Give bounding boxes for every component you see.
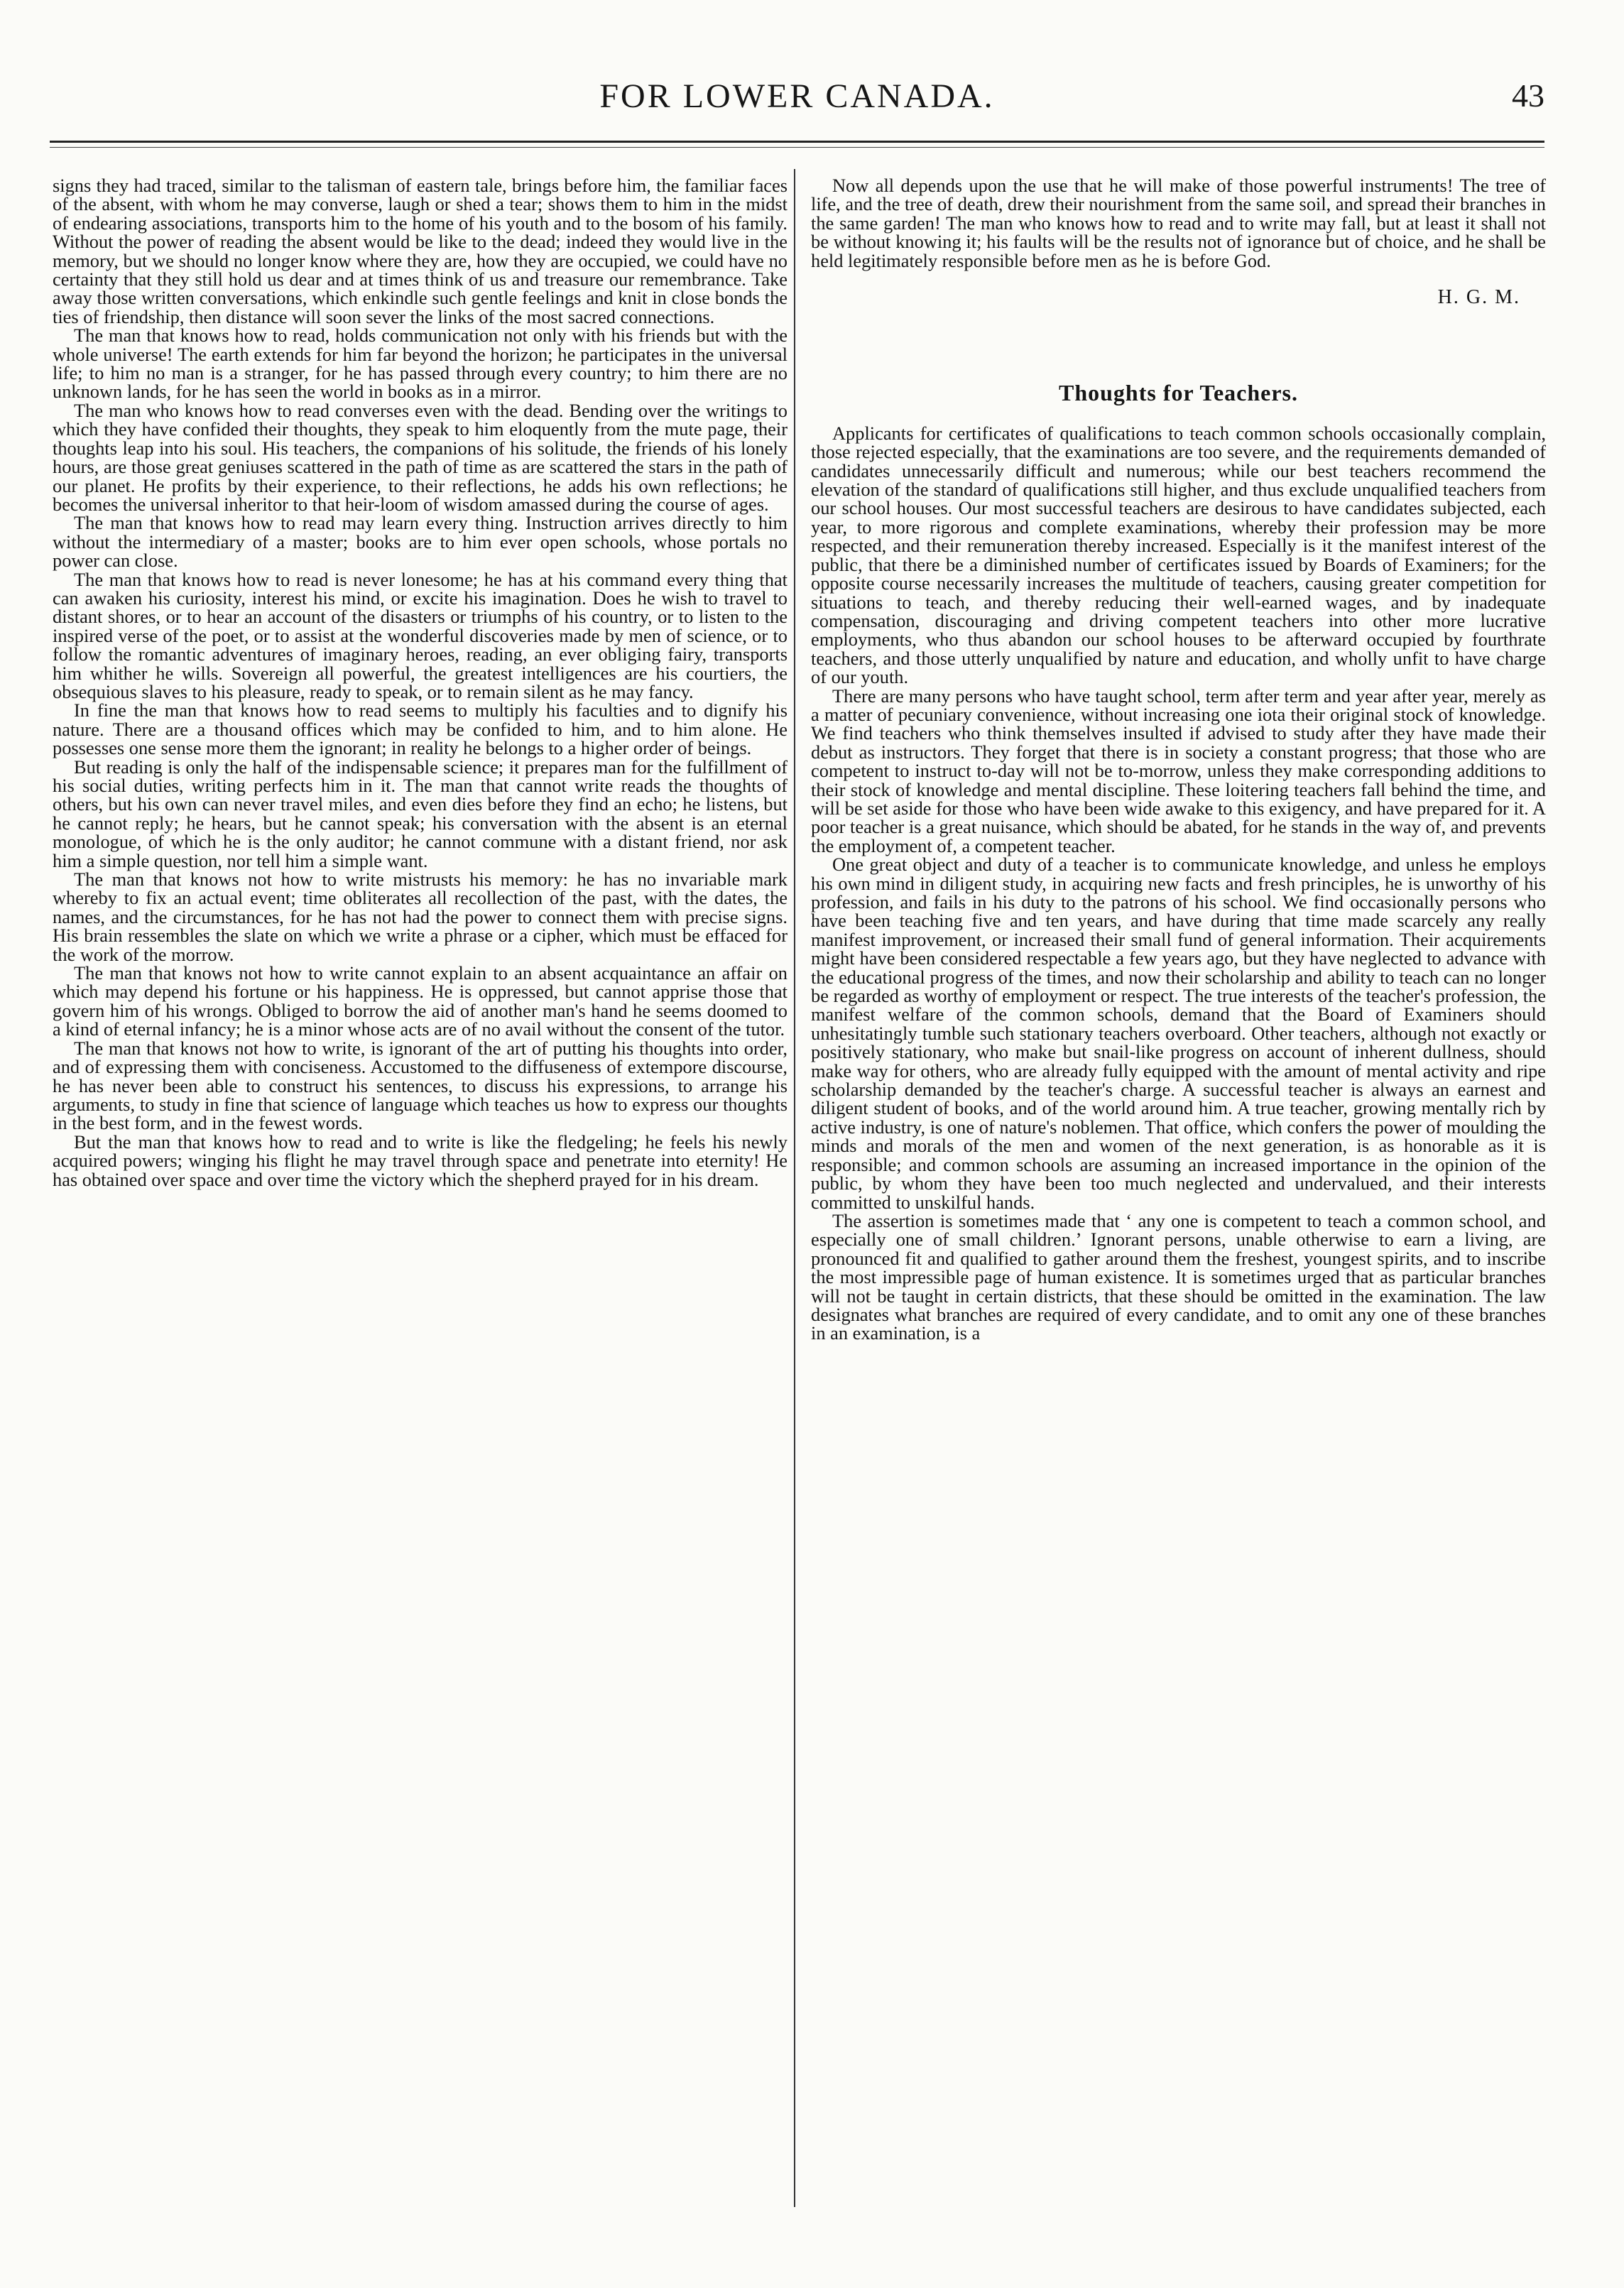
paragraph: One great object and duty of a teacher is to communicate knowledge, and unless he employs his own mind in diligent study, in acquiring new facts and fresh principles, he is unworthy of his profession, and fails in his duty to the patrons of his school. We find occasionally persons who have been teaching five and ten years, and have during that time made scarcely any really manifest improvement, or increased their small fund of general information. Their acquirements might have been considered respectable a few years ago, but they have neglected to advance with the educational progress of the times, and now their scholarship and ability to teach can no longer be regarded as worthy of employment or respect. The true interests of the teacher's profession, the manifest welfare of the common schools, demand that the Board of Examiners should unhesitatingly tumble such stationary teachers overboard. Other teachers, although not exactly or positively stationary, who make but snail-like progress on account of inherent dullness, should make way for others, who are already fully equipped with the amount of mental activity and ripe scholarship demanded by the teacher's charge. A successful teacher is always an earnest and diligent student of books, and of the world around him. A true teacher, growing mentally rich by active industry, is one of nature's noblemen. That office, which confers the power of moulding the minds and morals of the men and women of the next generation, is as honorable as it is responsible; and common schools are assuming an increased importance in the opinion of the public, by whom they have been too much neglected and undervalued, and their interests committed to unskilful hands. (811, 854, 1546, 1213)
paragraph: The assertion is sometimes made that ‘ any one is competent to teach a common school, and especially one of small children.’ Ignorant persons, unable otherwise to earn a living, are pronounced fit and qualified to gather around them the freshest, youngest spirits, and to inscribe the most impressible page of human existence. It is sometimes urged that as particular branches will not be taught in certain districts, that these should be omitted in the examination. The law designates what branches are required of every candidate, and to omit any one of these branches in an examination, is a (811, 1209, 1546, 1344)
page-header (50, 77, 1544, 119)
paragraph: But reading is only the half of the indispensable science; it prepares man for the fulfillment of his social duties, writing perfects him in it. The man that cannot write reads the thoughts of others, but his own can never travel miles, and even dies before they find an echo; he listens, but he cannot reply; he hears, but he cannot speak; his conversation with the absent is an eternal monologue, of which he is the only auditor; he cannot commune with a distant friend, nor ask him a simple question, nor tell him a simple want. (53, 756, 788, 871)
paragraph: In fine the man that knows how to read seems to multiply his faculties and to dignify his nature. There are a thousand offices which may be confided to him, and to him alone. He possesses one sense more them the ignorant; in reality he belongs to a higher order of beings. (53, 699, 788, 759)
paragraph: The man that knows not how to write cannot explain to an absent acquaintance an affair on which may depend his fortune or his happiness. He is oppressed, but cannot apprise those that govern him of his wrongs. Obliged to borrow the aid of another man's hand he seems doomed to a kind of eternal infancy; he is a minor whose acts are of no avail without the consent of the tutor. (53, 962, 788, 1040)
header-rule (50, 141, 1544, 148)
paragraph: signs they had traced, similar to the talisman of eastern tale, brings before him, the familiar faces of the absent, with whom he may converse, laugh or shed a tear; shows them to him in the midst of endearing associations, transports him to the home of his youth and to the bosom of his family. Without the power of reading the absent would be like to the dead; indeed they would live in the memory, but we should no longer know where they are, how they are occupied, we could have no certainty that they still hold us dear and at times think of us and treasure our remembrance. Take away those written conversations, which enkindle such gentle feelings and knit in close bonds the ties of friendship, then distance will soon sever the links of the most sacred connections. (53, 175, 788, 327)
paragraph: The man that knows not how to write mistrusts his memory: he has no invariable mark whereby to fix an actual event; time obliterates all recollection of the past, with the dates, the names, and the circumstances, for he has not had the power to connect them with precise signs. His brain ressembles the slate on which we write a phrase or a cipher, which must be effaced for the work of the morrow. (53, 868, 788, 965)
right-column (811, 176, 1546, 1343)
running-title: FOR LOWER CANADA. (599, 77, 995, 115)
paragraph: The man that knows how to read may learn every thing. Instruction arrives directly to him without the intermediary of a master; books are to him ever open schools, whose portals no power can close. (53, 512, 788, 572)
paragraph: Now all depends upon the use that he will make of those powerful instruments! The tree of life, and the tree of death, drew their nourishment from the same soil, and spread their branches in the same garden! The man who knows how to read and to write may fall, but at least it shall not be without knowing it; his faults will be the results not of ignorance but of choice, and he shall be held legitimately responsible before men as he is before God. (811, 175, 1546, 271)
paragraph: There are many persons who have taught school, term after term and year after year, merely as a matter of pecuniary convenience, without increasing one iota their original stock of knowledge. We find teachers who think themselves insulted if advised to study after they have made their debut as instructors. They forget that there is in society a constant progress; that those who are competent to instruct to-day will not be to-morrow, unless they make corresponding additions to their stock of knowledge and mental discipline. These loitering teachers fall behind the time, and will be set aside for those who have been wide awake to this exigency, and have prepared for it. A poor teacher is a great nuisance, which should be abated, for he stands in the way of, and prevents the employment of, a competent teacher. (811, 685, 1546, 856)
section-title: Thoughts for Teachers. (1058, 380, 1298, 406)
paragraph: The man that knows how to read, holds communication not only with his friends but with the whole universe! The earth extends for him far beyond the horizon; he participates in the universal life; to him no man is a stranger, for he has passed through every country; to him there are no unknown lands, for he has seen the world in books as in a mirror. (53, 325, 788, 403)
column-divider (794, 169, 795, 2207)
paragraph: Applicants for certificates of qualifications to teach common schools occasionally complain, those rejected especially, that the examinations are too severe, and the requirements demanded of candidates unnecessarily difficult and numerous; while our best teachers recommend the elevation of the standard of qualifications still higher, and thus exclude unqualified teachers from our school houses. Our most successful teachers are desirous to have candidates subjected, each year, to more rigorous and complete examinations, whereby their profession may be more respected, and their remuneration thereby increased. Especially is it the manifest interest of the public, that there be a diminished number of certificates issued by Boards of Examiners; for the opposite course necessarily increases the multitude of teachers, causing greater competition for situations to teach, and thereby reducing their well-earned wages, and by inadequate compensation, discouraging and driving competent teachers into other more lucrative employments, who thus abandon our school houses to be afterward occupied by fourthrate teachers, and those utterly unqualified by nature and education, and wholly unfit to have charge of our youth. (811, 422, 1546, 688)
left-column (53, 176, 788, 1189)
paragraph: The man that knows not how to write, is ignorant of the art of putting his thoughts into order, and of expressing them with conciseness. Accustomed to the diffuseness of extempore discourse, he has never been able to construct his sentences, to discuss his expressions, to arrange his arguments, to study in fine that science of language which teaches us how to express our thoughts in the best form, and in the fewest words. (53, 1037, 788, 1134)
paragraph: The man who knows how to read converses even with the dead. Bending over the writings to which they have confided their thoughts, they speak to him eloquently from the mute page, their thoughts leap into his soul. His teachers, the companions of his solitude, the friends of his lonely hours, are those great geniuses scattered in the path of time as are scattered the stars in the path of our planet. He profits by their experience, to their reflections, he adds his own reflections; he becomes the universal inheritor to that heir-loom of wisdom amassed during the course of ages. (53, 399, 788, 515)
page-number: 43 (1512, 77, 1544, 114)
paragraph: But the man that knows how to read and to write is like the fledgeling; he feels his newly acquired powers; winging his flight he may travel through space and penetrate into eternity! He has obtained over space and over time the victory which the shepherd prayed for in his dream. (53, 1131, 788, 1190)
paragraph: The man that knows how to read is never lonesome; he has at his command every thing that can awaken his curiosity, interest his mind, or excite his imagination. Does he wish to travel to distant shores, or to hear an account of the disasters or triumphs of his country, or to listen to the inspired verse of the poet, or to assist at the wonderful discoveries made by men of science, or to follow the romantic adventures of imaginary heroes, reading, an ever obliging fairy, transports him whither he wills. Sovereign all powerful, the greatest intelligences are his courtiers, the obsequious slaves to his pleasure, ready to speak, or to remain silent as he may fancy. (53, 568, 788, 702)
author-signature: H. G. M. (1437, 286, 1520, 309)
